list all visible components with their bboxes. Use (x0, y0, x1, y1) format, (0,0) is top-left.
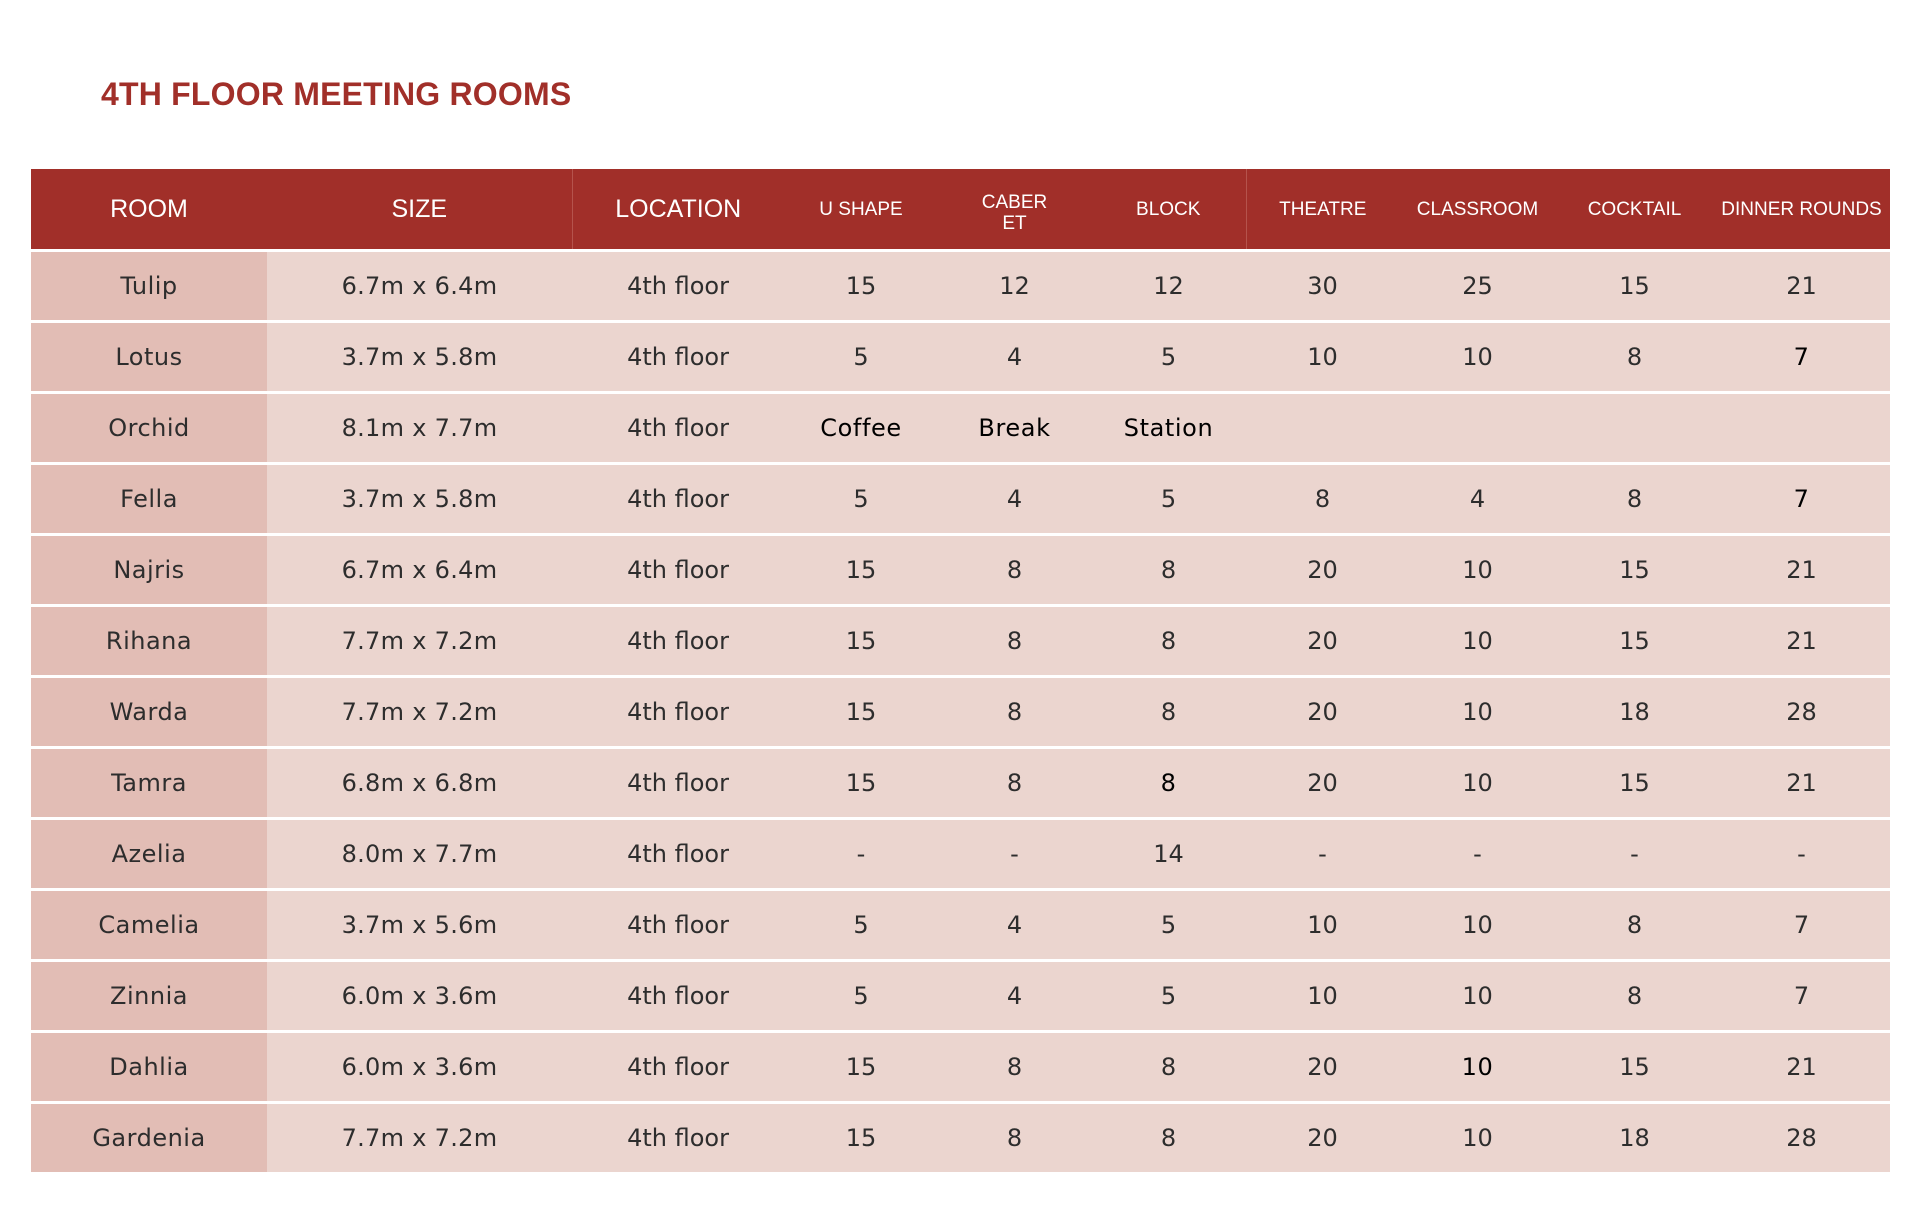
room-name-cell: Rihana (31, 606, 267, 677)
theatre-cell: 20 (1246, 535, 1399, 606)
meeting-rooms-table (31, 169, 1890, 1172)
block-cell: 8 (1091, 1103, 1246, 1173)
block-cell: 14 (1091, 819, 1246, 890)
cocktail-cell: 8 (1556, 464, 1713, 535)
cocktail-cell (1556, 393, 1713, 464)
u-shape-cell: 15 (784, 606, 938, 677)
classroom-cell: 10 (1399, 890, 1556, 961)
block-cell: 8 (1091, 748, 1246, 819)
u-shape-cell: 15 (784, 748, 938, 819)
coffee-break-note-cell: Station (1091, 393, 1246, 464)
u-shape-cell: 5 (784, 890, 938, 961)
room-name-cell: Warda (31, 677, 267, 748)
caberet-cell: 4 (938, 322, 1091, 393)
room-name-cell: Gardenia (31, 1103, 267, 1173)
caberet-cell: 8 (938, 606, 1091, 677)
caberet-cell: 8 (938, 1103, 1091, 1173)
table-header-row (31, 169, 1890, 251)
dinner-rounds-cell: - (1713, 819, 1890, 890)
theatre-cell: 20 (1246, 1103, 1399, 1173)
room-name-cell: Zinnia (31, 961, 267, 1032)
block-cell: 8 (1091, 1032, 1246, 1103)
table-row (31, 890, 1890, 961)
classroom-cell: 10 (1399, 1103, 1556, 1173)
u-shape-cell: 15 (784, 535, 938, 606)
cocktail-cell: 8 (1556, 890, 1713, 961)
classroom-cell: 4 (1399, 464, 1556, 535)
page-title: 4TH FLOOR MEETING ROOMS (101, 76, 572, 112)
theatre-cell: 20 (1246, 748, 1399, 819)
classroom-cell: - (1399, 819, 1556, 890)
theatre-cell: 10 (1246, 961, 1399, 1032)
u-shape-cell: 15 (784, 251, 938, 322)
table-row (31, 393, 1890, 464)
classroom-cell: 10 (1399, 748, 1556, 819)
size-cell: 3.7m x 5.8m (267, 322, 572, 393)
caberet-cell: 8 (938, 677, 1091, 748)
table-row (31, 1103, 1890, 1173)
table-row (31, 535, 1890, 606)
location-cell: 4th floor (572, 393, 784, 464)
table-row (31, 464, 1890, 535)
column-header-classroom: CLASSROOM (1399, 169, 1556, 251)
cocktail-cell: - (1556, 819, 1713, 890)
block-cell: 12 (1091, 251, 1246, 322)
theatre-cell: 20 (1246, 677, 1399, 748)
dinner-rounds-cell: 7 (1713, 890, 1890, 961)
room-name-cell: Orchid (31, 393, 267, 464)
block-cell: 8 (1091, 606, 1246, 677)
caberet-cell: 8 (938, 1032, 1091, 1103)
cocktail-cell: 15 (1556, 535, 1713, 606)
size-cell: 3.7m x 5.6m (267, 890, 572, 961)
table-row (31, 961, 1890, 1032)
block-cell: 5 (1091, 961, 1246, 1032)
location-cell: 4th floor (572, 890, 784, 961)
column-header-cocktail: COCKTAIL (1556, 169, 1713, 251)
u-shape-cell: 15 (784, 1032, 938, 1103)
size-cell: 7.7m x 7.2m (267, 677, 572, 748)
location-cell: 4th floor (572, 464, 784, 535)
room-name-cell: Lotus (31, 322, 267, 393)
classroom-cell (1399, 393, 1556, 464)
location-cell: 4th floor (572, 322, 784, 393)
cocktail-cell: 8 (1556, 322, 1713, 393)
caberet-cell: - (938, 819, 1091, 890)
table-row (31, 606, 1890, 677)
classroom-cell: 10 (1399, 677, 1556, 748)
table-row (31, 748, 1890, 819)
caberet-cell: 4 (938, 961, 1091, 1032)
theatre-cell: 8 (1246, 464, 1399, 535)
theatre-cell: 20 (1246, 1032, 1399, 1103)
table-row (31, 677, 1890, 748)
column-header-dinner-rounds: DINNER ROUNDS (1713, 169, 1890, 251)
location-cell: 4th floor (572, 748, 784, 819)
cocktail-cell: 15 (1556, 748, 1713, 819)
classroom-cell: 10 (1399, 1032, 1556, 1103)
u-shape-cell: 15 (784, 1103, 938, 1173)
dinner-rounds-cell: 21 (1713, 748, 1890, 819)
classroom-cell: 10 (1399, 606, 1556, 677)
u-shape-cell: 5 (784, 464, 938, 535)
room-name-cell: Tamra (31, 748, 267, 819)
location-cell: 4th floor (572, 535, 784, 606)
cocktail-cell: 15 (1556, 606, 1713, 677)
location-cell: 4th floor (572, 677, 784, 748)
caberet-cell: 8 (938, 748, 1091, 819)
caberet-cell: 12 (938, 251, 1091, 322)
dinner-rounds-cell: 21 (1713, 251, 1890, 322)
dinner-rounds-cell: 21 (1713, 1032, 1890, 1103)
dinner-rounds-cell: 21 (1713, 606, 1890, 677)
cocktail-cell: 15 (1556, 251, 1713, 322)
table-row (31, 1032, 1890, 1103)
dinner-rounds-cell: 7 (1713, 961, 1890, 1032)
dinner-rounds-cell: 21 (1713, 535, 1890, 606)
dinner-rounds-cell: 28 (1713, 1103, 1890, 1173)
size-cell: 6.0m x 3.6m (267, 961, 572, 1032)
theatre-cell (1246, 393, 1399, 464)
block-cell: 5 (1091, 464, 1246, 535)
theatre-cell: 30 (1246, 251, 1399, 322)
table-row (31, 251, 1890, 322)
room-name-cell: Camelia (31, 890, 267, 961)
coffee-break-note-cell: Break (938, 393, 1091, 464)
column-header-u-shape: U SHAPE (784, 169, 938, 251)
size-cell: 6.7m x 6.4m (267, 251, 572, 322)
size-cell: 6.0m x 3.6m (267, 1032, 572, 1103)
size-cell: 8.0m x 7.7m (267, 819, 572, 890)
table-row (31, 322, 1890, 393)
size-cell: 8.1m x 7.7m (267, 393, 572, 464)
u-shape-cell: 5 (784, 322, 938, 393)
column-header-block: BLOCK (1091, 169, 1246, 251)
block-cell: 5 (1091, 890, 1246, 961)
dinner-rounds-cell (1713, 393, 1890, 464)
theatre-cell: - (1246, 819, 1399, 890)
u-shape-cell: 15 (784, 677, 938, 748)
column-header-caberet: CABERET (938, 169, 1091, 251)
block-cell: 8 (1091, 535, 1246, 606)
dinner-rounds-cell: 7 (1713, 322, 1890, 393)
theatre-cell: 20 (1246, 606, 1399, 677)
size-cell: 7.7m x 7.2m (267, 1103, 572, 1173)
column-header-location: LOCATION (572, 169, 784, 251)
dinner-rounds-cell: 7 (1713, 464, 1890, 535)
room-name-cell: Azelia (31, 819, 267, 890)
caberet-cell: 4 (938, 464, 1091, 535)
location-cell: 4th floor (572, 251, 784, 322)
room-name-cell: Dahlia (31, 1032, 267, 1103)
room-name-cell: Fella (31, 464, 267, 535)
size-cell: 6.7m x 6.4m (267, 535, 572, 606)
location-cell: 4th floor (572, 1103, 784, 1173)
dinner-rounds-cell: 28 (1713, 677, 1890, 748)
block-cell: 8 (1091, 677, 1246, 748)
column-header-size: SIZE (267, 169, 572, 251)
room-name-cell: Tulip (31, 251, 267, 322)
size-cell: 7.7m x 7.2m (267, 606, 572, 677)
caberet-cell: 8 (938, 535, 1091, 606)
location-cell: 4th floor (572, 1032, 784, 1103)
cocktail-cell: 18 (1556, 677, 1713, 748)
size-cell: 6.8m x 6.8m (267, 748, 572, 819)
coffee-break-note-cell: Coffee (784, 393, 938, 464)
size-cell: 3.7m x 5.8m (267, 464, 572, 535)
location-cell: 4th floor (572, 606, 784, 677)
theatre-cell: 10 (1246, 322, 1399, 393)
table-row (31, 819, 1890, 890)
classroom-cell: 10 (1399, 322, 1556, 393)
location-cell: 4th floor (572, 961, 784, 1032)
caberet-cell: 4 (938, 890, 1091, 961)
block-cell: 5 (1091, 322, 1246, 393)
classroom-cell: 10 (1399, 535, 1556, 606)
cocktail-cell: 8 (1556, 961, 1713, 1032)
location-cell: 4th floor (572, 819, 784, 890)
u-shape-cell: - (784, 819, 938, 890)
column-header-theatre: THEATRE (1246, 169, 1399, 251)
cocktail-cell: 18 (1556, 1103, 1713, 1173)
theatre-cell: 10 (1246, 890, 1399, 961)
classroom-cell: 10 (1399, 961, 1556, 1032)
classroom-cell: 25 (1399, 251, 1556, 322)
u-shape-cell: 5 (784, 961, 938, 1032)
column-header-room: ROOM (31, 169, 267, 251)
cocktail-cell: 15 (1556, 1032, 1713, 1103)
room-name-cell: Najris (31, 535, 267, 606)
